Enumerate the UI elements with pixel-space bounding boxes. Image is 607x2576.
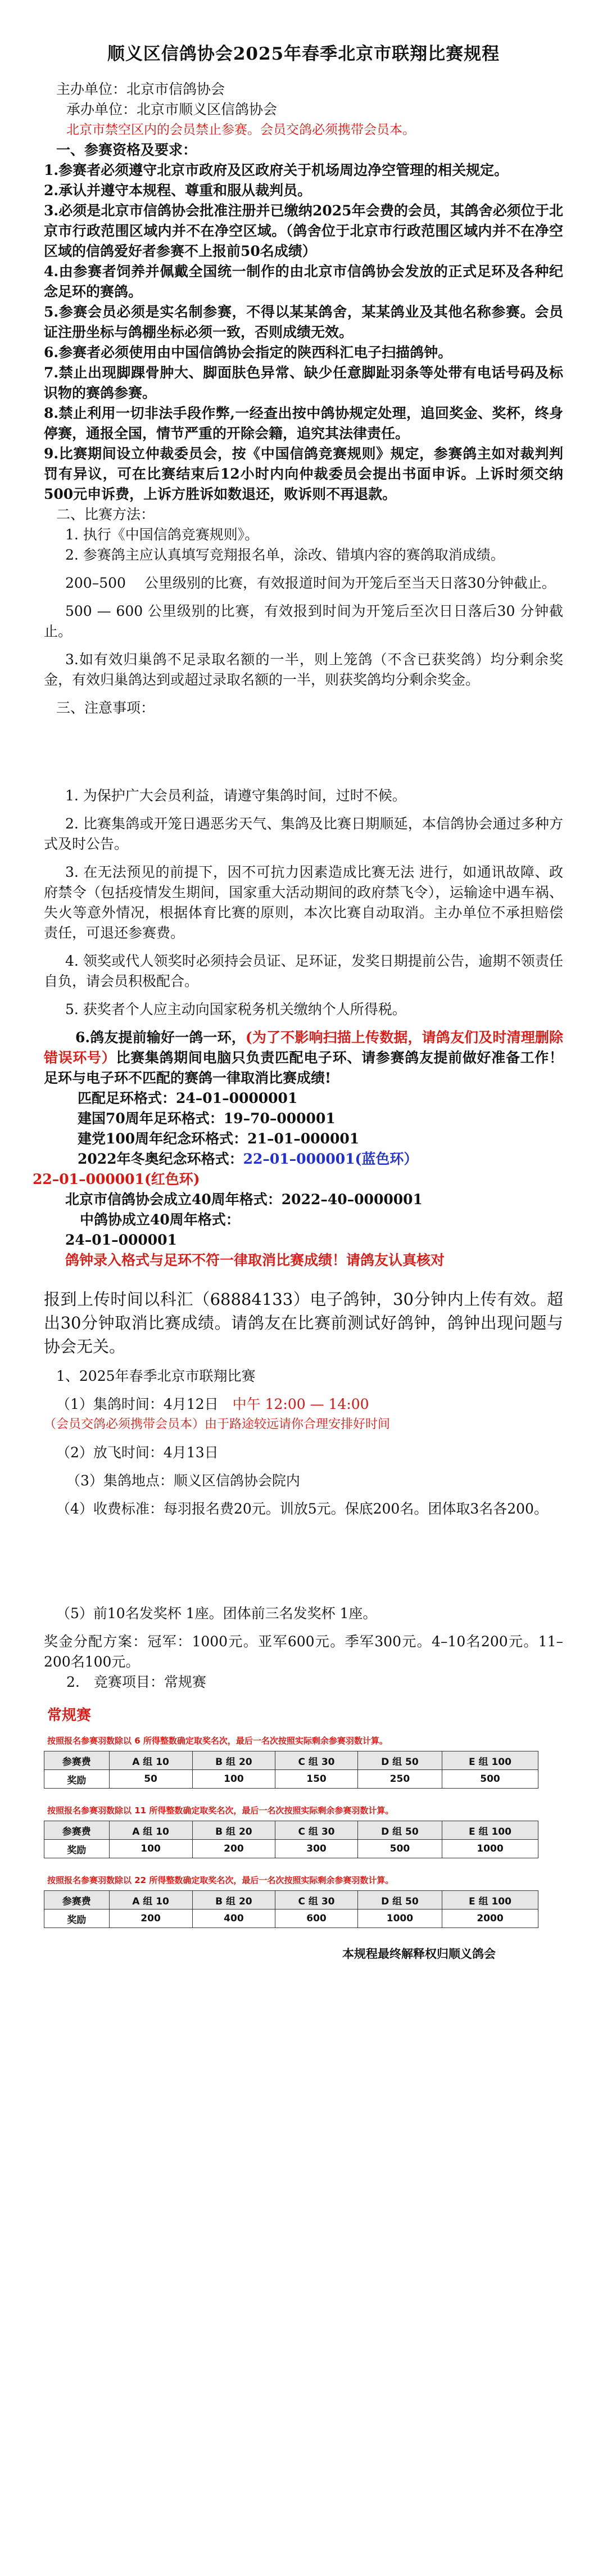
notice-item: 5. 获奖者个人应主动向国家税务机关缴纳个人所得税。	[65, 1001, 406, 1017]
method-item: 200–500 公里级别的比赛，有效报道时间为开笼后至当天日落30分钟截止。	[65, 575, 556, 591]
table-header-cell: C 组 30	[275, 1751, 358, 1770]
table-header-cell: A 组 10	[109, 1891, 192, 1910]
table-header-cell: D 组 50	[357, 1821, 442, 1840]
ring-format: 建党100周年纪念环格式：21–01–000001	[78, 1131, 360, 1147]
table-cell: 600	[275, 1910, 358, 1928]
bonus-table-block	[44, 1804, 563, 1858]
ring-format-warning: 鸽钟录入格式与足环不符一律取消比赛成绩！请鸽友认真核对	[65, 1252, 445, 1268]
ring-notice	[44, 1028, 563, 1088]
section-1-title: 一、参赛资格及要求：	[56, 142, 197, 158]
table-header-cell: D 组 50	[357, 1751, 442, 1770]
table-header-cell: B 组 20	[192, 1751, 275, 1770]
page-title: 顺义区信鸽协会2025年春季北京市联翔比赛规程	[107, 44, 500, 64]
table-cell: 2000	[442, 1910, 538, 1928]
bonus-table-block	[44, 1874, 563, 1928]
table-header-cell: C 组 30	[275, 1821, 358, 1840]
ring-format: 24–01–000001	[65, 1232, 177, 1248]
table-cell: 400	[192, 1910, 275, 1928]
ring-format-list-2	[44, 1190, 563, 1271]
rule-item: 2.承认并遵守本规程、尊重和服从裁判员。	[44, 182, 312, 199]
bonus-note: 按照报名参赛羽数除以 22 所得整数确定取奖名次，最后一名次按照实际剩余参赛羽数计算。	[47, 1875, 394, 1885]
collect-time	[44, 1394, 563, 1415]
table-header-row	[44, 1891, 538, 1910]
ring-format: 建国70周年足环格式：19–70–000001	[78, 1110, 336, 1127]
table-cell: 100	[192, 1770, 275, 1789]
ring-format: 匹配足环格式：24–01–0000001	[78, 1090, 298, 1106]
restriction-notice: 北京市禁空区内的会员禁止参赛。会员交鸽必须携带会员本。	[66, 123, 415, 137]
release-time: （2）放飞时间：4月13日	[56, 1444, 219, 1461]
table-header-row	[44, 1821, 538, 1840]
table-cell: 奖励	[44, 1840, 110, 1858]
race-2-title: 2. 竞赛项目：常规赛	[66, 1674, 206, 1690]
rules-list	[44, 160, 563, 505]
table-header-cell: 参赛费	[44, 1821, 110, 1840]
section-3-title: 三、注意事项：	[56, 700, 155, 716]
bonus-table-block	[44, 1735, 563, 1789]
bonus-note: 按照报名参赛羽数除以 11 所得整数确定取奖名次，最后一名次按照实际剩余参赛羽数计算。	[47, 1805, 394, 1816]
table-row	[44, 1770, 538, 1789]
table-row	[44, 1840, 538, 1858]
rule-item: 6.参赛者必须使用由中国信鸽协会指定的陕西科汇电子扫描鸽钟。	[44, 344, 452, 361]
prize-distribution: 奖金分配方案：冠军：1000元。亚军600元。季军300元。4–10名200元。11–200名100元。	[44, 1633, 563, 1670]
fee-standard: （4）收费标准：每羽报名费20元。训放5元。保底200名。团体取3名各200。	[56, 1501, 548, 1517]
ring-format-list	[44, 1088, 563, 1169]
table-cell: 500	[442, 1770, 538, 1789]
table-header-cell: B 组 20	[192, 1891, 275, 1910]
ring-format-label: 2022年冬奥纪念环格式：	[78, 1151, 243, 1167]
ring-format-red: 22–01–000001(红色环)	[33, 1171, 200, 1187]
notice-item: 2. 比赛集鸽或开笼日遇恶劣天气、集鸽及比赛日期顺延，本信鸽协会通过多种方式及时公告。	[44, 816, 563, 852]
table-cell: 200	[109, 1910, 192, 1928]
table-cell: 奖励	[44, 1770, 110, 1789]
section-2-title: 二、比赛方法：	[56, 506, 155, 523]
ring-notice-red: (为了不影响扫描上传数据，请鸽友们及时清理删除错误环号）	[44, 1029, 563, 1066]
method-item: 3.如有效归巢鸽不足录取名额的一半，则上笼鸽（不含已获奖鸽）均分剩余奖金，有效归巢鸽达到或超过录取名额的一半，则获奖鸽均分剩余奖金。	[44, 651, 563, 688]
table-header-cell: E 组 100	[442, 1751, 538, 1770]
race-1-title: 1、2025年春季北京市联翔比赛	[56, 1368, 256, 1384]
table-header-cell: C 组 30	[275, 1891, 358, 1910]
bonus-section-title: 常规赛	[47, 1707, 92, 1724]
table-cell: 1000	[442, 1840, 538, 1858]
interpretation-footer: 本规程最终解释权归顺义鸽会	[342, 1947, 496, 1961]
table-cell: 50	[109, 1770, 192, 1789]
organizer-line: 承办单位：北京市顺义区信鸽协会	[66, 101, 278, 118]
table-header-cell: D 组 50	[357, 1891, 442, 1910]
ring-format: 中鸽协成立40周年格式：	[80, 1212, 240, 1228]
sponsor-line: 主办单位：北京市信鸽协会	[56, 81, 225, 97]
table-header-row	[44, 1751, 538, 1770]
collect-time-value: 中午 12:00 — 14:00	[232, 1396, 369, 1412]
collect-location: （3）集鸽地点：顺义区信鸽协会院内	[66, 1472, 300, 1489]
ring-format	[78, 1149, 563, 1169]
rule-item: 4.由参赛者饲养并佩戴全国统一制作的由北京市信鸽协会发放的正式足环及各种纪念足环的赛鸽。	[44, 263, 563, 300]
rule-item: 3.必须是北京市信鸽协会批准注册并已缴纳2025年会费的会员，其鸽舍必须位于北京市行政范围区域内并不在净空区域。（鸽舍位于北京市行政范围区域内并不在净空区域的信鸽爱好者参赛不上报前50名成绩）	[44, 202, 563, 259]
rule-item: 1.参赛者必须遵守北京市政府及区政府关于机场周边净空管理的相关规定。	[44, 162, 509, 178]
rule-item: 9.比赛期间设立仲裁委员会，按《中国信鸽竞赛规则》规定，参赛鸽主如对裁判判罚有异议，可在比赛结束后12小时内向仲裁委员会提出书面申诉。上诉时须交纳500元申诉费，上诉方胜诉如数退还，败诉则不再退款。	[44, 445, 563, 502]
table-header-cell: E 组 100	[442, 1821, 538, 1840]
table-cell: 200	[192, 1840, 275, 1858]
bonus-note: 按照报名参赛羽数除以 6 所得整数确定取奖名次，最后一名次按照实际剩余参赛羽数计算。	[47, 1736, 388, 1746]
notice-item: 1. 为保护广大会员利益，请遵守集鸽时间，过时不候。	[65, 787, 406, 804]
ring-notice-body: 比赛集鸽期间电脑只负责匹配电子环、请参赛鸽友提前做好准备工作！足环与电子环不匹配的赛鸽一律取消比赛成绩!	[44, 1050, 563, 1086]
table-header-cell: A 组 10	[109, 1821, 192, 1840]
table-cell: 500	[357, 1840, 442, 1858]
table-header-cell: 参赛费	[44, 1751, 110, 1770]
collect-note: （会员交鸽必须携带会员本）由于路途较远请你合理安排好时间	[44, 1417, 391, 1431]
table-cell: 250	[357, 1770, 442, 1789]
ring-format: 北京市信鸽协会成立40周年格式：2022–40–0000001	[65, 1191, 423, 1208]
table-header-cell: A 组 10	[109, 1751, 192, 1770]
table-header-cell: 参赛费	[44, 1891, 110, 1910]
rule-item: 5.参赛会员必须是实名制参赛，不得以某某鸽舍，某某鸽业及其他名称参赛。会员证注册坐标与鸽棚坐标必须一致，否则成绩无效。	[44, 304, 563, 340]
prize-trophy: （5）前10名发奖杯 1座。团体前三名发奖杯 1座。	[56, 1605, 377, 1622]
table-cell: 100	[109, 1840, 192, 1858]
upload-note: 报到上传时间以科汇（68884133）电子鸽钟，30分钟内上传有效。超出30分钟取消比赛成绩。请鸽友在比赛前测试好鸽钟，鸽钟出现问题与协会无关。	[44, 1290, 563, 1356]
table-cell: 1000	[357, 1910, 442, 1928]
rule-item: 7.禁止出现脚踝骨肿大、脚面肤色异常、缺少任意脚趾羽条等处带有电话号码及标识物的赛鸽参赛。	[44, 364, 563, 401]
ring-notice-lead: 6.鸽友提前输好一鸽一环，	[75, 1029, 246, 1046]
table-cell: 300	[275, 1840, 358, 1858]
table-header-cell: B 组 20	[192, 1821, 275, 1840]
ring-format-blue: 22–01–000001(蓝色环）	[243, 1151, 418, 1167]
method-item: 500 — 600 公里级别的比赛，有效报到时间为开笼后至次日日落后30 分钟截止。	[44, 603, 563, 640]
collect-time-label: （1）集鸽时间：4月12日	[56, 1396, 219, 1412]
notice-item: 4. 领奖或代人领奖时必须持会员证、足环证，发奖日期提前公告，逾期不领责任自负，请会员积极配合。	[44, 953, 563, 989]
method-item: 2. 参赛鸽主应认真填写竞翔报名单，涂改、错填内容的赛鸽取消成绩。	[65, 547, 505, 563]
method-item: 1. 执行《中国信鸽竞赛规则》。	[65, 526, 259, 543]
table-row	[44, 1910, 538, 1928]
rule-item: 8.禁止利用一切非法手段作弊,一经查出按中鸽协规定处理，追回奖金、奖杯，终身停赛，通报全国，情节严重的开除会籍，追究其法律责任。	[44, 405, 563, 442]
table-cell: 奖励	[44, 1910, 110, 1928]
bonus-table	[44, 1890, 538, 1928]
table-cell: 150	[275, 1770, 358, 1789]
table-header-cell: E 组 100	[442, 1891, 538, 1910]
bonus-table	[44, 1751, 538, 1789]
bonus-table	[44, 1821, 538, 1858]
notice-item: 3. 在无法预见的前提下，因不可抗力因素造成比赛无法 进行，如通讯故障、政府禁令（包括疫情发生期间，国家重大活动期间的政府禁飞令），运输途中遇车祸、失火等意外情况，根据体育比赛的原则，本次比赛自动取消。主办单位不承担赔偿责任，可退还参赛费。	[44, 864, 563, 941]
